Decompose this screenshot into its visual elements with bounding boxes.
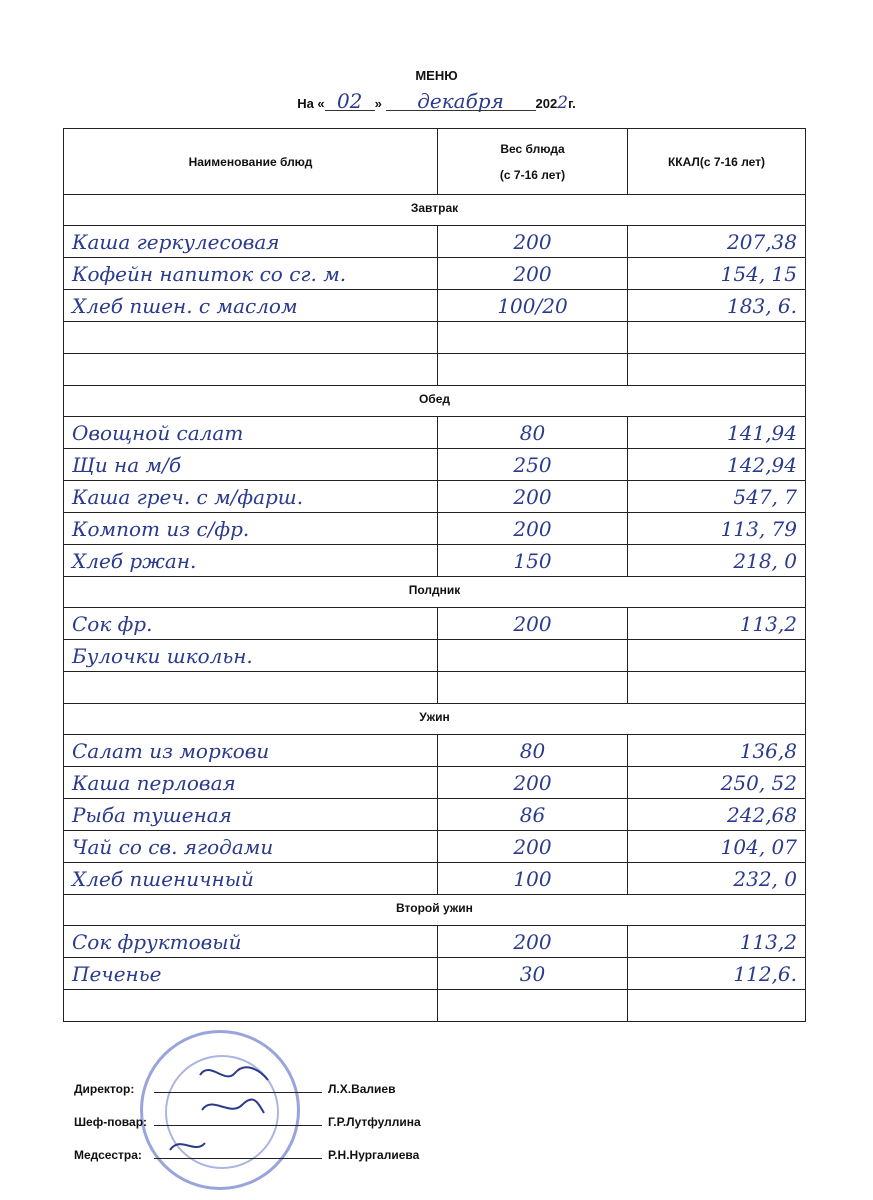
signature-role: Медсестра: xyxy=(74,1148,142,1162)
kcal-cell: 112,6. xyxy=(628,958,806,990)
column-header-weight xyxy=(438,129,628,195)
weight-cell: 200 xyxy=(438,481,628,513)
weight-cell xyxy=(438,322,628,354)
dish-cell: Каша геркулесовая xyxy=(64,226,438,258)
dish-cell: Овощной салат xyxy=(64,417,438,449)
section-title: Обед xyxy=(64,386,806,417)
kcal-cell xyxy=(628,672,806,704)
table-row xyxy=(64,417,806,449)
signature-nurse xyxy=(74,1146,419,1162)
section-header-row xyxy=(64,195,806,226)
signature-director xyxy=(74,1080,395,1096)
weight-cell: 100/20 xyxy=(438,290,628,322)
weight-cell xyxy=(438,672,628,704)
dish-cell: Каша греч. с м/фарш. xyxy=(64,481,438,513)
table-row xyxy=(64,672,806,704)
menu-table xyxy=(63,128,806,1022)
table-header-row xyxy=(64,129,806,195)
weight-cell: 250 xyxy=(438,449,628,481)
weight-cell xyxy=(438,354,628,386)
dish-cell: Рыба тушеная xyxy=(64,799,438,831)
dish-cell: Кофейн напиток со сг. м. xyxy=(64,258,438,290)
dish-cell: Сок фруктовый xyxy=(64,926,438,958)
kcal-cell: 113,2 xyxy=(628,608,806,640)
dish-cell: Хлеб пшеничный xyxy=(64,863,438,895)
kcal-cell: 136,8 xyxy=(628,735,806,767)
signature-line xyxy=(154,1080,322,1093)
weight-cell xyxy=(438,990,628,1022)
table-row xyxy=(64,926,806,958)
weight-cell: 80 xyxy=(438,735,628,767)
kcal-cell: 154, 15 xyxy=(628,258,806,290)
kcal-cell: 141,94 xyxy=(628,417,806,449)
table-row xyxy=(64,958,806,990)
year-handwritten: 2 xyxy=(557,93,569,113)
signature-name: Л.Х.Валиев xyxy=(328,1082,396,1096)
weight-cell: 150 xyxy=(438,545,628,577)
table-row xyxy=(64,226,806,258)
signature-chef xyxy=(74,1113,421,1129)
year-suffix: г. xyxy=(568,96,576,111)
weight-cell: 200 xyxy=(438,226,628,258)
section-title: Ужин xyxy=(64,704,806,735)
weight-cell: 30 xyxy=(438,958,628,990)
dish-cell: Булочки школьн. xyxy=(64,640,438,672)
kcal-cell: 183, 6. xyxy=(628,290,806,322)
signature-name: Р.Н.Нургалиева xyxy=(328,1148,420,1162)
kcal-cell: 232, 0 xyxy=(628,863,806,895)
column-header-kcal: ККАЛ(с 7-16 лет) xyxy=(628,129,806,195)
section-header-row xyxy=(64,577,806,608)
dish-cell xyxy=(64,672,438,704)
section-header-row xyxy=(64,386,806,417)
date-line xyxy=(0,89,873,113)
dish-cell xyxy=(64,354,438,386)
date-day: 02 xyxy=(325,92,375,111)
kcal-cell: 242,68 xyxy=(628,799,806,831)
table-row xyxy=(64,322,806,354)
weight-cell: 200 xyxy=(438,926,628,958)
dish-cell: Хлеб ржан. xyxy=(64,545,438,577)
dish-cell: Сок фр. xyxy=(64,608,438,640)
weight-cell: 86 xyxy=(438,799,628,831)
table-row xyxy=(64,767,806,799)
dish-cell: Компот из с/фр. xyxy=(64,513,438,545)
dish-cell: Щи на м/б xyxy=(64,449,438,481)
column-header-weight-line1: Вес блюда xyxy=(500,141,565,156)
year-prefix: 202 xyxy=(535,96,558,111)
date-month: декабря xyxy=(386,92,536,111)
kcal-cell: 547, 7 xyxy=(628,481,806,513)
table-row xyxy=(64,608,806,640)
kcal-cell: 250, 52 xyxy=(628,767,806,799)
kcal-cell: 113, 79 xyxy=(628,513,806,545)
signature-line xyxy=(154,1113,322,1126)
kcal-cell xyxy=(628,354,806,386)
dish-cell: Чай со св. ягодами xyxy=(64,831,438,863)
menu-title: МЕНЮ xyxy=(415,68,458,83)
table-row xyxy=(64,545,806,577)
dish-cell xyxy=(64,322,438,354)
section-header-row xyxy=(64,895,806,926)
signature-line xyxy=(154,1146,322,1159)
signature-role: Директор: xyxy=(74,1082,135,1096)
dish-cell: Салат из моркови xyxy=(64,735,438,767)
kcal-cell: 218, 0 xyxy=(628,545,806,577)
kcal-cell xyxy=(628,990,806,1022)
section-title: Второй ужин xyxy=(64,895,806,926)
section-title: Полдник xyxy=(64,577,806,608)
dish-cell: Каша перловая xyxy=(64,767,438,799)
column-header-weight-line2: (с 7-16 лет) xyxy=(499,167,566,182)
weight-cell: 200 xyxy=(438,831,628,863)
weight-cell: 80 xyxy=(438,417,628,449)
kcal-cell: 207,38 xyxy=(628,226,806,258)
table-row xyxy=(64,354,806,386)
kcal-cell xyxy=(628,640,806,672)
kcal-cell: 104, 07 xyxy=(628,831,806,863)
kcal-cell: 142,94 xyxy=(628,449,806,481)
weight-cell: 200 xyxy=(438,258,628,290)
weight-cell: 200 xyxy=(438,767,628,799)
dish-cell xyxy=(64,990,438,1022)
table-row xyxy=(64,290,806,322)
table-row xyxy=(64,640,806,672)
date-middle: » xyxy=(374,96,382,111)
kcal-cell: 113,2 xyxy=(628,926,806,958)
table-row xyxy=(64,831,806,863)
dish-cell: Печенье xyxy=(64,958,438,990)
weight-cell: 200 xyxy=(438,513,628,545)
table-row xyxy=(64,481,806,513)
table-row xyxy=(64,990,806,1022)
date-prefix: На « xyxy=(297,96,325,111)
table-row xyxy=(64,735,806,767)
column-header-name: Наименование блюд xyxy=(64,129,438,195)
weight-cell xyxy=(438,640,628,672)
section-header-row xyxy=(64,704,806,735)
weight-cell: 100 xyxy=(438,863,628,895)
signature-role: Шеф-повар: xyxy=(74,1115,148,1129)
table-row xyxy=(64,449,806,481)
table-row xyxy=(64,513,806,545)
weight-cell: 200 xyxy=(438,608,628,640)
kcal-cell xyxy=(628,322,806,354)
table-row xyxy=(64,258,806,290)
dish-cell: Хлеб пшен. с маслом xyxy=(64,290,438,322)
table-row xyxy=(64,863,806,895)
section-title: Завтрак xyxy=(64,195,806,226)
signature-name: Г.Р.Лутфуллина xyxy=(328,1115,421,1129)
table-row xyxy=(64,799,806,831)
